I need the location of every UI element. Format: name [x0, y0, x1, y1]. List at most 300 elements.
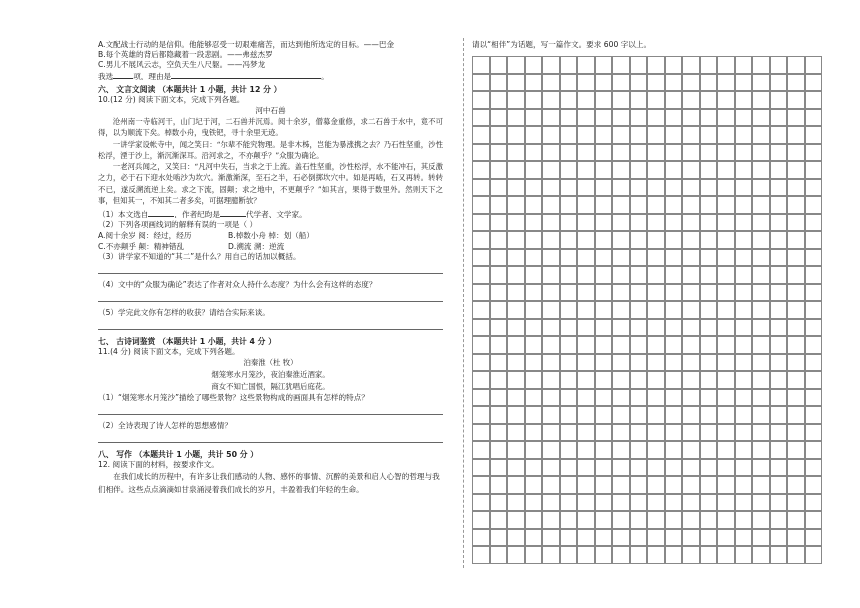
grid-cell[interactable] [770, 371, 788, 389]
grid-cell[interactable] [717, 214, 735, 232]
grid-cell[interactable] [700, 266, 718, 284]
grid-cell[interactable] [787, 546, 805, 564]
grid-cell[interactable] [612, 126, 630, 144]
grid-cell[interactable] [752, 179, 770, 197]
grid-cell[interactable] [770, 511, 788, 529]
grid-cell[interactable] [787, 249, 805, 267]
grid-cell[interactable] [577, 109, 595, 127]
grid-cell[interactable] [787, 179, 805, 197]
grid-cell[interactable] [735, 126, 753, 144]
grid-cell[interactable] [507, 441, 525, 459]
grid-cell[interactable] [805, 511, 823, 529]
grid-cell[interactable] [665, 371, 683, 389]
grid-cell[interactable] [577, 231, 595, 249]
grid-cell[interactable] [717, 196, 735, 214]
grid-cell[interactable] [595, 336, 613, 354]
grid-cell[interactable] [665, 144, 683, 162]
grid-cell[interactable] [752, 319, 770, 337]
grid-cell[interactable] [665, 546, 683, 564]
answer-line-11-1[interactable] [98, 403, 443, 415]
grid-cell[interactable] [735, 389, 753, 407]
grid-cell[interactable] [717, 406, 735, 424]
grid-cell[interactable] [735, 91, 753, 109]
grid-cell[interactable] [787, 301, 805, 319]
reason-blank[interactable] [171, 70, 321, 79]
grid-cell[interactable] [542, 196, 560, 214]
grid-cell[interactable] [770, 196, 788, 214]
grid-cell[interactable] [735, 144, 753, 162]
grid-cell[interactable] [787, 371, 805, 389]
grid-cell[interactable] [647, 266, 665, 284]
grid-cell[interactable] [805, 494, 823, 512]
grid-cell[interactable] [700, 319, 718, 337]
grid-cell[interactable] [577, 74, 595, 92]
grid-cell[interactable] [752, 231, 770, 249]
option-b[interactable]: B.棹数小舟 棹：划（船） [228, 231, 314, 241]
grid-cell[interactable] [647, 214, 665, 232]
grid-cell[interactable] [805, 319, 823, 337]
grid-cell[interactable] [717, 179, 735, 197]
grid-cell[interactable] [665, 301, 683, 319]
grid-cell[interactable] [630, 459, 648, 477]
dynasty-blank[interactable] [220, 208, 246, 217]
grid-cell[interactable] [770, 56, 788, 74]
grid-cell[interactable] [787, 126, 805, 144]
grid-cell[interactable] [717, 231, 735, 249]
grid-cell[interactable] [700, 494, 718, 512]
grid-cell[interactable] [752, 196, 770, 214]
grid-cell[interactable] [805, 371, 823, 389]
grid-cell[interactable] [542, 301, 560, 319]
grid-cell[interactable] [682, 494, 700, 512]
grid-cell[interactable] [735, 319, 753, 337]
grid-cell[interactable] [700, 406, 718, 424]
grid-cell[interactable] [595, 231, 613, 249]
grid-cell[interactable] [647, 424, 665, 442]
grid-cell[interactable] [682, 109, 700, 127]
grid-cell[interactable] [787, 91, 805, 109]
grid-cell[interactable] [787, 511, 805, 529]
grid-cell[interactable] [682, 424, 700, 442]
grid-cell[interactable] [665, 126, 683, 144]
grid-cell[interactable] [630, 441, 648, 459]
grid-cell[interactable] [577, 144, 595, 162]
grid-cell[interactable] [507, 179, 525, 197]
grid-cell[interactable] [752, 266, 770, 284]
grid-cell[interactable] [577, 494, 595, 512]
grid-cell[interactable] [542, 546, 560, 564]
grid-cell[interactable] [595, 319, 613, 337]
grid-cell[interactable] [542, 74, 560, 92]
grid-cell[interactable] [630, 74, 648, 92]
grid-cell[interactable] [560, 336, 578, 354]
grid-cell[interactable] [542, 56, 560, 74]
grid-cell[interactable] [472, 494, 490, 512]
grid-cell[interactable] [787, 406, 805, 424]
grid-cell[interactable] [717, 424, 735, 442]
grid-cell[interactable] [682, 56, 700, 74]
grid-cell[interactable] [577, 301, 595, 319]
grid-cell[interactable] [507, 319, 525, 337]
grid-cell[interactable] [752, 301, 770, 319]
grid-cell[interactable] [472, 214, 490, 232]
grid-cell[interactable] [595, 266, 613, 284]
grid-cell[interactable] [490, 459, 508, 477]
grid-cell[interactable] [472, 91, 490, 109]
grid-cell[interactable] [647, 371, 665, 389]
grid-cell[interactable] [805, 214, 823, 232]
grid-cell[interactable] [560, 179, 578, 197]
grid-cell[interactable] [770, 406, 788, 424]
grid-cell[interactable] [595, 371, 613, 389]
grid-cell[interactable] [542, 459, 560, 477]
grid-cell[interactable] [612, 336, 630, 354]
grid-cell[interactable] [805, 476, 823, 494]
grid-cell[interactable] [577, 371, 595, 389]
grid-cell[interactable] [805, 424, 823, 442]
grid-cell[interactable] [770, 91, 788, 109]
grid-cell[interactable] [665, 406, 683, 424]
grid-cell[interactable] [472, 249, 490, 267]
grid-cell[interactable] [665, 319, 683, 337]
grid-cell[interactable] [682, 371, 700, 389]
grid-cell[interactable] [805, 389, 823, 407]
grid-cell[interactable] [560, 284, 578, 302]
grid-cell[interactable] [577, 406, 595, 424]
grid-cell[interactable] [700, 301, 718, 319]
grid-cell[interactable] [542, 371, 560, 389]
grid-cell[interactable] [490, 511, 508, 529]
grid-cell[interactable] [787, 144, 805, 162]
grid-cell[interactable] [560, 476, 578, 494]
grid-cell[interactable] [612, 249, 630, 267]
grid-cell[interactable] [682, 126, 700, 144]
grid-cell[interactable] [542, 494, 560, 512]
grid-cell[interactable] [647, 354, 665, 372]
grid-cell[interactable] [700, 126, 718, 144]
grid-cell[interactable] [787, 196, 805, 214]
grid-cell[interactable] [595, 301, 613, 319]
grid-cell[interactable] [525, 179, 543, 197]
grid-cell[interactable] [542, 214, 560, 232]
grid-cell[interactable] [700, 546, 718, 564]
grid-cell[interactable] [612, 144, 630, 162]
grid-cell[interactable] [542, 476, 560, 494]
grid-cell[interactable] [472, 319, 490, 337]
grid-cell[interactable] [472, 336, 490, 354]
grid-cell[interactable] [735, 424, 753, 442]
grid-cell[interactable] [560, 371, 578, 389]
grid-cell[interactable] [735, 529, 753, 547]
grid-cell[interactable] [542, 354, 560, 372]
grid-cell[interactable] [752, 214, 770, 232]
grid-cell[interactable] [647, 441, 665, 459]
grid-cell[interactable] [700, 424, 718, 442]
grid-cell[interactable] [700, 354, 718, 372]
grid-cell[interactable] [507, 546, 525, 564]
grid-cell[interactable] [770, 179, 788, 197]
grid-cell[interactable] [490, 56, 508, 74]
grid-cell[interactable] [630, 231, 648, 249]
grid-cell[interactable] [577, 441, 595, 459]
grid-cell[interactable] [630, 476, 648, 494]
grid-cell[interactable] [770, 336, 788, 354]
grid-cell[interactable] [717, 371, 735, 389]
grid-cell[interactable] [647, 336, 665, 354]
grid-cell[interactable] [805, 546, 823, 564]
grid-cell[interactable] [612, 301, 630, 319]
grid-cell[interactable] [490, 371, 508, 389]
grid-cell[interactable] [735, 179, 753, 197]
grid-cell[interactable] [700, 56, 718, 74]
grid-cell[interactable] [542, 161, 560, 179]
grid-cell[interactable] [507, 214, 525, 232]
grid-cell[interactable] [612, 424, 630, 442]
grid-cell[interactable] [787, 441, 805, 459]
grid-cell[interactable] [507, 56, 525, 74]
grid-cell[interactable] [682, 389, 700, 407]
grid-cell[interactable] [787, 529, 805, 547]
grid-cell[interactable] [665, 161, 683, 179]
grid-cell[interactable] [682, 196, 700, 214]
grid-cell[interactable] [507, 144, 525, 162]
grid-cell[interactable] [805, 354, 823, 372]
grid-cell[interactable] [560, 406, 578, 424]
grid-cell[interactable] [560, 301, 578, 319]
grid-cell[interactable] [752, 336, 770, 354]
grid-cell[interactable] [612, 74, 630, 92]
grid-cell[interactable] [577, 91, 595, 109]
grid-cell[interactable] [525, 476, 543, 494]
grid-cell[interactable] [700, 511, 718, 529]
grid-cell[interactable] [560, 441, 578, 459]
grid-cell[interactable] [787, 336, 805, 354]
grid-cell[interactable] [647, 529, 665, 547]
grid-cell[interactable] [735, 196, 753, 214]
grid-cell[interactable] [507, 74, 525, 92]
grid-cell[interactable] [665, 266, 683, 284]
grid-cell[interactable] [717, 249, 735, 267]
grid-cell[interactable] [577, 511, 595, 529]
grid-cell[interactable] [560, 249, 578, 267]
grid-cell[interactable] [805, 231, 823, 249]
grid-cell[interactable] [647, 109, 665, 127]
grid-cell[interactable] [647, 319, 665, 337]
grid-cell[interactable] [542, 319, 560, 337]
grid-cell[interactable] [595, 249, 613, 267]
grid-cell[interactable] [717, 56, 735, 74]
grid-cell[interactable] [525, 56, 543, 74]
grid-cell[interactable] [577, 56, 595, 74]
grid-cell[interactable] [665, 389, 683, 407]
grid-cell[interactable] [612, 284, 630, 302]
grid-cell[interactable] [472, 109, 490, 127]
grid-cell[interactable] [735, 214, 753, 232]
grid-cell[interactable] [682, 161, 700, 179]
grid-cell[interactable] [770, 284, 788, 302]
grid-cell[interactable] [805, 301, 823, 319]
grid-cell[interactable] [612, 319, 630, 337]
grid-cell[interactable] [770, 74, 788, 92]
grid-cell[interactable] [630, 266, 648, 284]
grid-cell[interactable] [612, 231, 630, 249]
grid-cell[interactable] [787, 266, 805, 284]
grid-cell[interactable] [752, 284, 770, 302]
grid-cell[interactable] [665, 179, 683, 197]
grid-cell[interactable] [665, 214, 683, 232]
grid-cell[interactable] [577, 389, 595, 407]
grid-cell[interactable] [665, 529, 683, 547]
grid-cell[interactable] [560, 389, 578, 407]
grid-cell[interactable] [525, 441, 543, 459]
grid-cell[interactable] [490, 476, 508, 494]
grid-cell[interactable] [770, 231, 788, 249]
grid-cell[interactable] [787, 161, 805, 179]
grid-cell[interactable] [770, 354, 788, 372]
grid-cell[interactable] [665, 249, 683, 267]
grid-cell[interactable] [735, 494, 753, 512]
grid-cell[interactable] [595, 389, 613, 407]
grid-cell[interactable] [542, 511, 560, 529]
grid-cell[interactable] [560, 126, 578, 144]
grid-cell[interactable] [560, 161, 578, 179]
grid-cell[interactable] [525, 91, 543, 109]
grid-cell[interactable] [595, 74, 613, 92]
grid-cell[interactable] [560, 546, 578, 564]
grid-cell[interactable] [752, 389, 770, 407]
grid-cell[interactable] [507, 406, 525, 424]
grid-cell[interactable] [490, 494, 508, 512]
grid-cell[interactable] [612, 476, 630, 494]
grid-cell[interactable] [665, 441, 683, 459]
grid-cell[interactable] [665, 459, 683, 477]
grid-cell[interactable] [577, 249, 595, 267]
grid-cell[interactable] [717, 546, 735, 564]
grid-cell[interactable] [700, 476, 718, 494]
grid-cell[interactable] [612, 196, 630, 214]
grid-cell[interactable] [682, 354, 700, 372]
grid-cell[interactable] [735, 441, 753, 459]
grid-cell[interactable] [472, 529, 490, 547]
grid-cell[interactable] [717, 91, 735, 109]
grid-cell[interactable] [787, 424, 805, 442]
grid-cell[interactable] [647, 179, 665, 197]
grid-cell[interactable] [577, 424, 595, 442]
grid-cell[interactable] [490, 336, 508, 354]
grid-cell[interactable] [525, 249, 543, 267]
grid-cell[interactable] [717, 354, 735, 372]
grid-cell[interactable] [717, 511, 735, 529]
grid-cell[interactable] [560, 56, 578, 74]
grid-cell[interactable] [665, 354, 683, 372]
grid-cell[interactable] [630, 546, 648, 564]
grid-cell[interactable] [490, 319, 508, 337]
grid-cell[interactable] [630, 354, 648, 372]
grid-cell[interactable] [490, 529, 508, 547]
grid-cell[interactable] [700, 529, 718, 547]
grid-cell[interactable] [665, 109, 683, 127]
grid-cell[interactable] [647, 56, 665, 74]
grid-cell[interactable] [560, 529, 578, 547]
grid-cell[interactable] [612, 214, 630, 232]
grid-cell[interactable] [525, 301, 543, 319]
grid-cell[interactable] [787, 109, 805, 127]
grid-cell[interactable] [612, 441, 630, 459]
grid-cell[interactable] [735, 231, 753, 249]
grid-cell[interactable] [700, 91, 718, 109]
grid-cell[interactable] [647, 459, 665, 477]
grid-cell[interactable] [717, 109, 735, 127]
grid-cell[interactable] [752, 406, 770, 424]
grid-cell[interactable] [507, 459, 525, 477]
grid-cell[interactable] [717, 319, 735, 337]
grid-cell[interactable] [525, 511, 543, 529]
grid-cell[interactable] [700, 336, 718, 354]
grid-cell[interactable] [647, 546, 665, 564]
grid-cell[interactable] [525, 109, 543, 127]
grid-cell[interactable] [770, 546, 788, 564]
grid-cell[interactable] [717, 301, 735, 319]
grid-cell[interactable] [787, 284, 805, 302]
grid-cell[interactable] [770, 459, 788, 477]
grid-cell[interactable] [700, 389, 718, 407]
grid-cell[interactable] [735, 284, 753, 302]
grid-cell[interactable] [805, 266, 823, 284]
grid-cell[interactable] [682, 529, 700, 547]
grid-cell[interactable] [787, 56, 805, 74]
grid-cell[interactable] [647, 406, 665, 424]
grid-cell[interactable] [665, 511, 683, 529]
grid-cell[interactable] [542, 231, 560, 249]
grid-cell[interactable] [577, 354, 595, 372]
grid-cell[interactable] [682, 284, 700, 302]
grid-cell[interactable] [805, 109, 823, 127]
grid-cell[interactable] [752, 529, 770, 547]
source-blank[interactable] [148, 208, 174, 217]
grid-cell[interactable] [490, 389, 508, 407]
grid-cell[interactable] [682, 459, 700, 477]
grid-cell[interactable] [770, 441, 788, 459]
choose-blank[interactable] [113, 70, 133, 79]
grid-cell[interactable] [630, 301, 648, 319]
grid-cell[interactable] [647, 284, 665, 302]
grid-cell[interactable] [717, 336, 735, 354]
grid-cell[interactable] [752, 459, 770, 477]
grid-cell[interactable] [472, 511, 490, 529]
grid-cell[interactable] [630, 109, 648, 127]
grid-cell[interactable] [682, 91, 700, 109]
grid-cell[interactable] [805, 459, 823, 477]
grid-cell[interactable] [577, 214, 595, 232]
grid-cell[interactable] [577, 161, 595, 179]
grid-cell[interactable] [630, 91, 648, 109]
grid-cell[interactable] [472, 74, 490, 92]
grid-cell[interactable] [805, 74, 823, 92]
grid-cell[interactable] [525, 336, 543, 354]
grid-cell[interactable] [577, 196, 595, 214]
grid-cell[interactable] [717, 161, 735, 179]
grid-cell[interactable] [665, 74, 683, 92]
grid-cell[interactable] [490, 144, 508, 162]
grid-cell[interactable] [805, 529, 823, 547]
grid-cell[interactable] [472, 424, 490, 442]
grid-cell[interactable] [700, 74, 718, 92]
grid-cell[interactable] [577, 476, 595, 494]
grid-cell[interactable] [595, 424, 613, 442]
grid-cell[interactable] [630, 179, 648, 197]
grid-cell[interactable] [472, 459, 490, 477]
grid-cell[interactable] [472, 354, 490, 372]
